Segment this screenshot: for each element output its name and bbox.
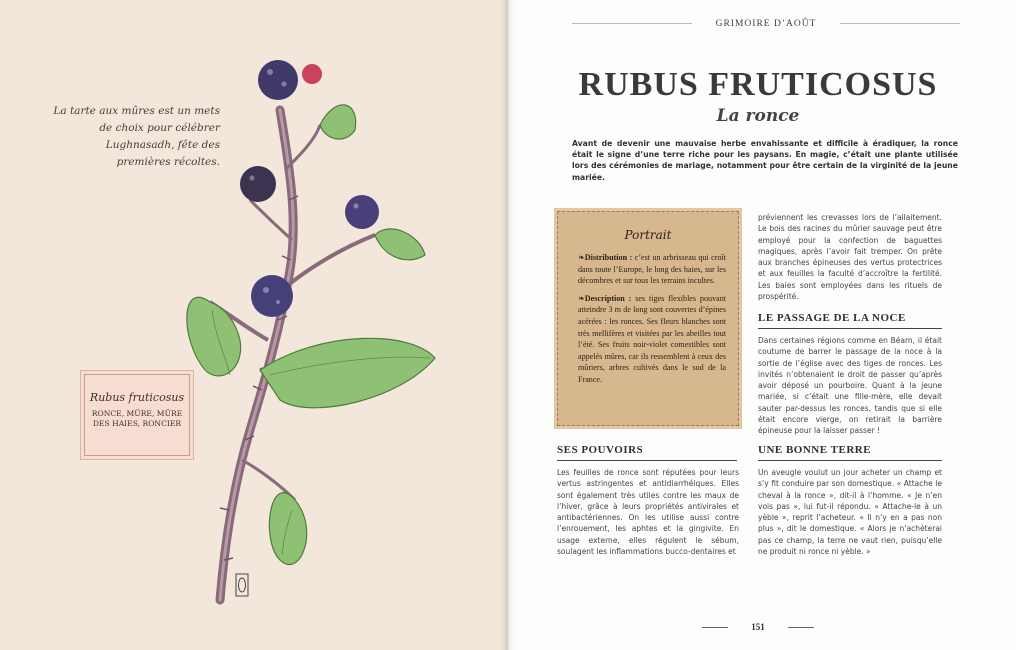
margin-quote: La tarte aux mûres est un mets de choix pour célébrer Lughnasadh, fête des premières récoltes.	[53, 105, 220, 168]
distribution-paragraph: ❧Distribution : c’est un arbrisseau qui croît dans toute l’Europe, le long des haies, sur les décombres et sur tous les terrains incultes.	[578, 253, 726, 286]
description-paragraph: ❧Description : ses tiges flexibles pouvant atteindre 3 m de long sont couvertes d’épines acérées : les ronces. Ses fleurs blanches sont très mellifères et visitées par les abeilles tout l’été. Ses fruits noir-violet comestibles sont appelés mûres, car ils ressemblent à ceux des mûriers, arbres cultivés dans le sud de la France.	[578, 293, 727, 384]
portrait-box	[557, 211, 739, 426]
pouvoirs-text: Les feuilles de ronce sont réputées pour leurs vertus astringentes et antidiarrhéiques. Elles sont également très utiles contre les maux de l’hiver, grâce à leurs propriétés antivirales et antibactériennes. On les utilise aussi contre l’enrouement, les aphtes et la gingivite. En usage externe, elles régulent le sébum, soulagent les inflammations bucco-dentaires et	[557, 468, 739, 557]
folio-rule-right	[788, 627, 814, 628]
heading-rule	[557, 460, 737, 461]
description-label: Description :	[584, 293, 632, 303]
heading-rule	[758, 328, 942, 329]
page-subtitle: La ronce	[716, 106, 800, 126]
header-rule-right	[840, 23, 960, 24]
passage-text: Dans certaines régions comme en Béarn, il était coutume de barrer le passage de la noce à la sortie de l’église avec des tiges de ronces. Les invités n’obtenaient le droit de passer qu’après avoir déposé un pourboire. Quant à la jeune mariée, si c’était une fille-mère, elle devait sauter par-dessus les ronces, tandis que si elle était encore vierge, on retirait la barrière épineuse pour la laisser passer !	[758, 336, 942, 436]
folio-rule-left	[702, 627, 728, 628]
running-header	[692, 16, 840, 34]
page-title: RUBUS FRUTICOSUS	[578, 66, 938, 103]
running-header-text: GRIMOIRE D’AOÛT	[715, 19, 817, 29]
heading-passage-noce: LE PASSAGE DE LA NOCE	[758, 312, 906, 324]
berry-cluster	[240, 60, 379, 317]
terre-text: Un aveugle voulut un jour acheter un champ et s’y fit conduire par son domestique. « Attache le cheval à la ronce », dit-il à l’homme. « Je n’en vois pas », lui fut-il répondu. « Attache-le à un yèble », reprit l’acheteur. « Il n’y en a pas non plus », dit le domestique. « Alors je n’achèterai pas ce champ, la terre ne vaut rien, puisqu’elle ne produit ni ronce ni yèble. »	[758, 468, 942, 557]
portrait-text	[578, 252, 726, 392]
page-number: 151	[751, 622, 765, 632]
header-rule-left	[572, 23, 692, 24]
continuation-text: préviennent les crevasses lors de l’allaitement. Le bois des racines du mûrier sauvage peut être employé pour la confection de baguettes magiques, après l’avoir fait tremper. On prête aux branches épineuses des vertus protectrices et aux feuilles la faculté d’accroître la fertilité. Les baies sont employées dans les rituels de prospérité.	[758, 213, 942, 302]
distribution-text: c’est un arbrisseau qui croît dans toute l’Europe, le long des haies, sur les décombres et sur tous les terrains incultes.	[578, 253, 726, 286]
species-label-card	[84, 374, 190, 456]
label-latin-name: Rubus fruticosus	[89, 391, 185, 404]
distribution-label: Distribution :	[584, 253, 633, 262]
heading-bonne-terre: UNE BONNE TERRE	[758, 444, 872, 456]
heading-rule	[758, 460, 942, 461]
artist-monogram-icon	[236, 574, 248, 596]
description-text: ses tiges flexibles pouvant atteindre 3 m de long sont couvertes d’épines acérées : les ronces. Ses fleurs blanches sont très mellifères et visitées par les abeilles tout l’été. Ses fruits noir-violet comestibles sont appelés mûres, car ils ressemblent à ceux des mûriers, arbres cultivés dans le sud de la France.	[578, 293, 727, 384]
intro-paragraph: Avant de devenir une mauvaise herbe envahissante et difficile à éradiquer, la ronce était le signe d’une terre riche pour les paysans. En magie, c’était une plante utilisée lors des cérémonies de mariage, notamment pour être certain de la virginité de la jeune mariée.	[572, 139, 958, 182]
label-common-names: RONCE, MÛRE, MÛRE DES HAIES, RONCIER	[91, 409, 183, 428]
portrait-title: Portrait	[624, 228, 672, 242]
gutter-shadow	[500, 0, 516, 650]
heading-ses-pouvoirs: SES POUVOIRS	[557, 444, 644, 456]
blackberry-bramble-illustration	[150, 40, 480, 640]
